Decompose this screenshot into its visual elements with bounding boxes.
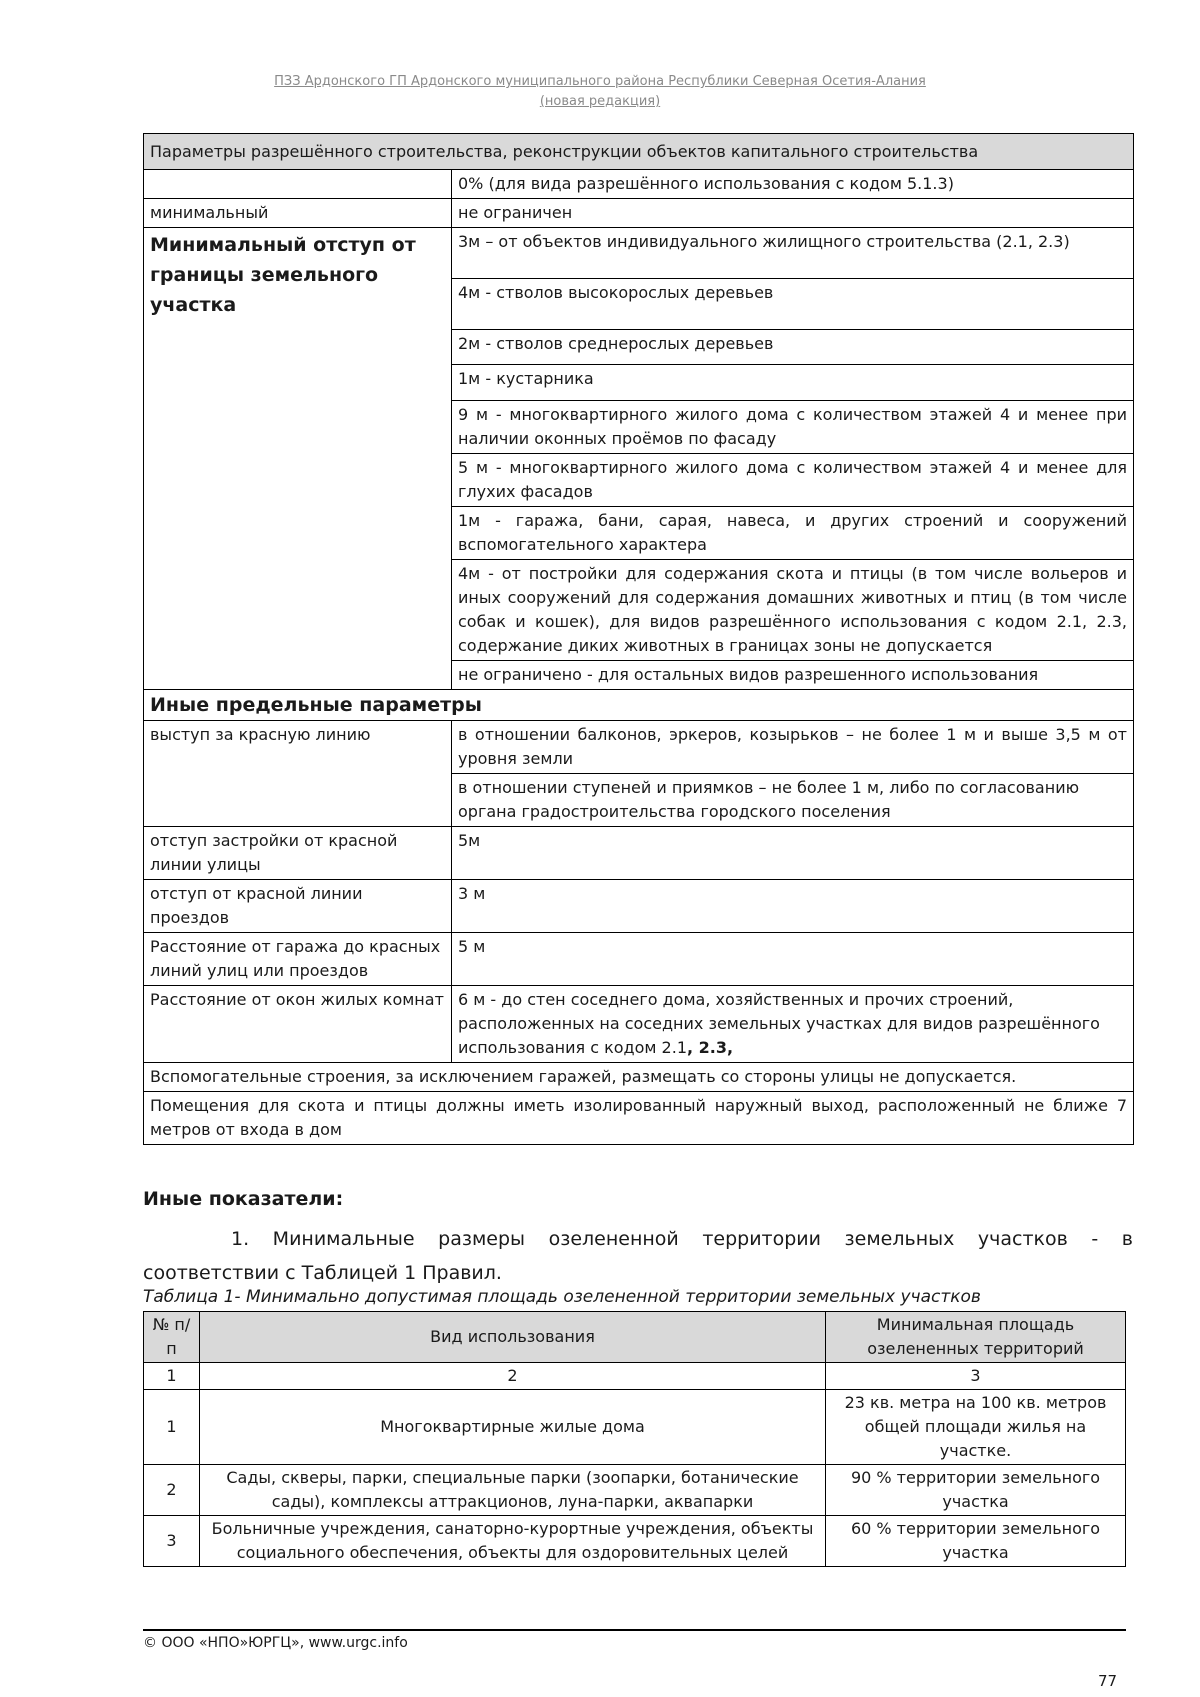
table-cell-label: Расстояние от гаража до красных линий улиц или проездов [144,933,452,986]
setback-row: 1м - гаража, бани, сарая, навеса, и других строений и сооружений вспомогательного характера [452,507,1134,560]
table-cell-empty [144,170,452,199]
column-header: Вид использования [200,1312,826,1363]
other-indicators-title: Иные показатели: [143,1188,344,1210]
windows-value: 6 м - до стен соседнего дома, хозяйственных и прочих строений, расположенных на соседних земельных участках для видов разрешённого использования с кодом 2.1 [458,990,1100,1057]
use-type: Больничные учреждения, санаторно-курортные учреждения, объекты социального обеспечения, объекты для оздоровительных целей [200,1516,826,1567]
min-area: 60 % территории земельного участка [826,1516,1126,1567]
green-area-table [143,1311,1126,1567]
table-cell: 5м [452,827,1134,880]
setback-row: 1м - кустарника [452,365,1134,401]
use-type: Многоквартирные жилые дома [200,1390,826,1465]
table-cell: 5 м [452,933,1134,986]
note-row: Вспомогательные строения, за исключением гаражей, размещать со стороны улицы не допускается. [144,1063,1134,1092]
footer-copyright: © ООО «НПО»ЮРГЦ», www.urgc.info [143,1635,408,1651]
paragraph-text: 1. Минимальные размеры озелененной территории земельных участков - в соответствии с Таблицей 1 Правил. [143,1228,1133,1284]
header-line-2: (новая редакция) [539,94,661,109]
min-area: 23 кв. метра на 100 кв. метров общей площади жилья на участке. [826,1390,1126,1465]
table-cell: 3 м [452,880,1134,933]
row-number: 1 [144,1390,200,1465]
parameters-table-title: Параметры разрешённого строительства, реконструкции объектов капитального строительства [144,134,1134,170]
header-line-1: ПЗЗ Ардонского ГП Ардонского муниципального района Республики Северная Осетия-Алания [274,74,926,89]
other-limits-title: Иные предельные параметры [144,690,1134,721]
use-type: Сады, скверы, парки, специальные парки (зоопарки, ботанические сады), комплексы аттракционов, луна-парки, аквапарки [200,1465,826,1516]
other-indicators-paragraph [143,1222,1133,1290]
column-header: № п/п [144,1312,200,1363]
table-cell [452,986,1134,1063]
red-line-value: в отношении ступеней и приямков – не более 1 м, либо по согласованию органа градостроительства городского поселения [452,774,1134,827]
setback-row: 4м - стволов высокорослых деревьев [452,279,1134,330]
table-row [144,1390,1126,1465]
column-number: 1 [144,1363,200,1390]
setback-row: 2м - стволов среднерослых деревьев [452,330,1134,365]
column-number: 3 [826,1363,1126,1390]
windows-value-bold: , 2.3, [687,1038,734,1057]
setback-row: 9 м - многоквартирного жилого дома с количеством этажей 4 и менее при наличии оконных проёмов по фасаду [452,401,1134,454]
table-cell: не ограничен [452,199,1134,228]
row-number: 2 [144,1465,200,1516]
document-header [0,72,1200,112]
column-number: 2 [200,1363,826,1390]
red-line-label: выступ за красную линию [144,721,452,827]
parameters-table [143,133,1134,1145]
row-number: 3 [144,1516,200,1567]
table-caption: Таблица 1- Минимально допустимая площадь озелененной территории земельных участков [143,1287,981,1307]
table-cell-label: Расстояние от окон жилых комнат [144,986,452,1063]
setback-label: Минимальный отступ от границы земельного участка [144,228,452,690]
table-cell: 0% (для вида разрешённого использования с кодом 5.1.3) [452,170,1134,199]
min-area: 90 % территории земельного участка [826,1465,1126,1516]
red-line-value: в отношении балконов, эркеров, козырьков – не более 1 м и выше 3,5 м от уровня земли [452,721,1134,774]
table-cell-label: отступ застройки от красной линии улицы [144,827,452,880]
setback-row: не ограничено - для остальных видов разрешенного использования [452,661,1134,690]
note-row: Помещения для скота и птицы должны иметь изолированный наружный выход, расположенный не ближе 7 метров от входа в дом [144,1092,1134,1145]
table-row [144,1465,1126,1516]
table-cell-label: минимальный [144,199,452,228]
column-header: Минимальная площадь озелененных территорий [826,1312,1126,1363]
setback-row: 4м - от постройки для содержания скота и птицы (в том числе вольеров и иных сооружений для содержания домашних животных и птиц (в том числе собак и кошек), для видов разрешённого использования с кодом 2.1, 2.3, содержание диких животных в границах зоны не допускается [452,560,1134,661]
footer-divider [143,1629,1126,1631]
table-row [144,1516,1126,1567]
setback-row: 3м – от объектов индивидуального жилищного строительства (2.1, 2.3) [452,228,1134,279]
page-number: 77 [1098,1672,1118,1690]
table-cell-label: отступ от красной линии проездов [144,880,452,933]
setback-row: 5 м - многоквартирного жилого дома с количеством этажей 4 и менее для глухих фасадов [452,454,1134,507]
